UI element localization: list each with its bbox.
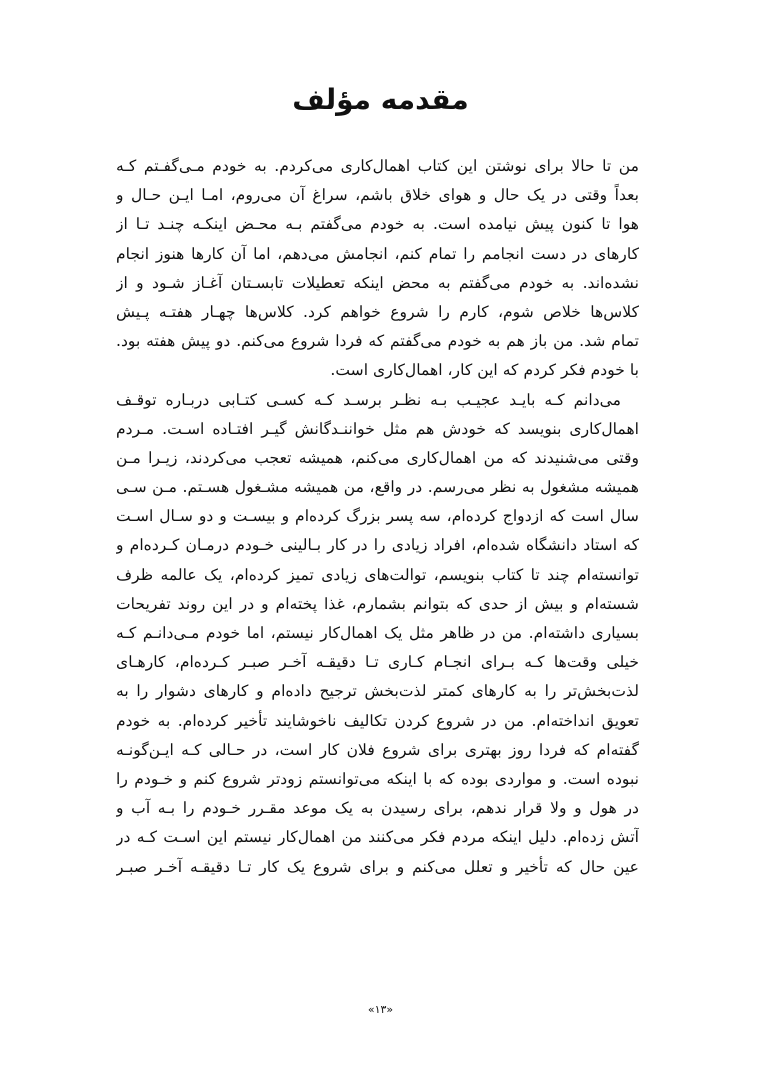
- text-line: خیلی وقت‌ها کـه بـرای انجـام کـاری تـا دقیقـه آخـر صبـر کـرده‌ام، کارهـای: [116, 653, 639, 672]
- text-line: بعداً وقتی در یک حال و هوای خلاق باشم، سراغ آن می‌روم، امـا ایـن حـال و: [116, 186, 639, 205]
- text-line: سال است که ازدواج کرده‌ام، سه پسر بزرگ کرده‌ام و بیسـت و دو سـال اسـت: [116, 507, 639, 526]
- text-line: هوا تا کنون پیش نیامده است. به خودم می‌گفتم بـه محـض اینکـه چنـد تـا از: [116, 215, 639, 234]
- page-title: مقدمه مؤلف: [292, 83, 469, 116]
- text-line: با خودم فکر کردم که این کار، اهمال‌کاری است.: [330, 361, 639, 380]
- text-line: کلاس‌ها خلاص شوم، کارم را شروع خواهم کرد. کلاس‌ها چهـار هفتـه پـیش: [116, 302, 639, 321]
- text-line: شسته‌ام و بیش از حدی که بتوانم بشمارم، غذا پخته‌ام و در این روند تفریحات: [116, 594, 639, 613]
- text-line: من تا حالا برای نوشتن این کتاب اهمال‌کاری می‌کردم. به خودم مـی‌گفـتم کـه: [116, 157, 639, 175]
- text-line: همیشه مشغول به نظر می‌رسم. در واقع، من همیشه مشـغول هسـتم. مـن سـی: [116, 478, 639, 497]
- text-line: وقتی می‌شنیدند که من اهمال‌کاری می‌کنم، همیشه تعجب می‌کردند، زیـرا مـن: [116, 448, 639, 467]
- text-line: اهمال‌کاری بنویسد که خودش هم مثل خواننـدگانش گیـر افتـاده اسـت. مـردم: [116, 419, 639, 438]
- text-line: توانسته‌ام چند تا کتاب بنویسم، توالت‌های زیادی تمیز کرده‌ام، یک عالمه ظرف: [116, 565, 639, 584]
- text-line: تعویق انداخته‌ام. من در شروع کردن تکالیف ناخوشایند تأخیر کرده‌ام. به خودم: [116, 711, 639, 730]
- text-line: آتش زده‌ام. دلیل اینکه مردم فکر می‌کنند من اهمال‌کار نیستم این اسـت کـه در: [116, 828, 639, 847]
- body-text: [116, 152, 639, 882]
- text-line: بسیاری داشته‌ام. من در ظاهر مثل یک اهمال‌کار نیستم، اما خودم مـی‌دانـم کـه: [116, 624, 639, 642]
- text-line: کارهای در دست انجامم را تمام کنم، انجامش می‌دهم، اما آن کارها هنوز انجام: [116, 244, 639, 263]
- text-line: گفته‌ام که فردا روز بهتری برای شروع فلان کار است، در حـالی کـه ایـن‌گونـه: [116, 740, 639, 759]
- text-line: در هول و ولا قرار ندهم، برای رسیدن به یک موعد مقـرر خـودم را بـه آب و: [116, 799, 639, 818]
- page-number: «۱۳»: [367, 1003, 394, 1016]
- text-line: عین حال که تأخیر و تعلل می‌کنم و برای شروع یک کار تـا دقیقـه آخـر صبـر: [116, 857, 639, 876]
- text-line: نبوده است. و مواردی بوده که با اینکه می‌توانستم زودتر شروع کنم و خـودم را: [116, 769, 639, 788]
- text-line: نشده‌اند. به خودم می‌گفتم به محض اینکه تعطیلات تابسـتان آغـاز شـود و از: [116, 273, 639, 292]
- text-line: می‌دانم کـه بایـد عجیـب بـه نظـر برسـد کـه کسـی کتـابی دربـاره توقـف: [116, 390, 621, 409]
- paragraph-2: [116, 386, 639, 882]
- text-line: تمام شد. من باز هم به خودم می‌گفتم که فردا شروع می‌کنم. دو پیش هفته بود.: [116, 332, 639, 351]
- paragraph-1: [116, 152, 639, 386]
- text-line: که استاد دانشگاه شده‌ام، افراد زیادی را در کار بـالینی خـودم درمـان کـرده‌ام و: [116, 536, 639, 555]
- text-line: لذت‌بخش‌تر را به کارهای کمتر لذت‌بخش ترجیح داده‌ام و کارهای دشوار را به: [116, 682, 639, 701]
